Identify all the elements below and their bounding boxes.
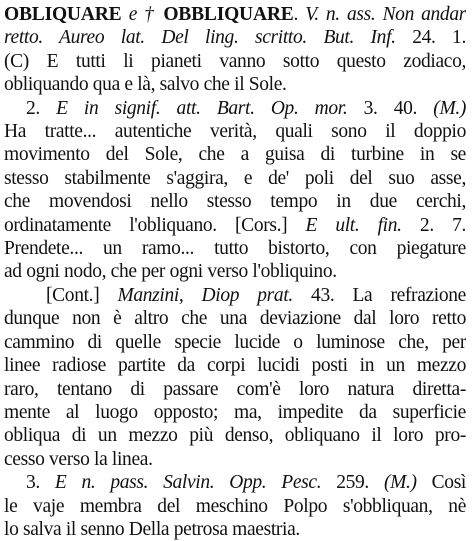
text-segment: 3. 40. [347, 97, 434, 119]
text-segment: dunque non è altro che una deviazione dal loro retto [4, 308, 466, 330]
text-segment: 3. [26, 472, 55, 494]
text-segment: 2. [26, 97, 57, 119]
entry-line [4, 331, 466, 354]
text-segment: obliqua di un mezzo più denso, obliquano il loro pro- [4, 425, 466, 447]
italic-text: retto. Aureo lat. Del ling. scritto. But. Inf. [4, 27, 396, 49]
text-segment: ad ogni nodo, che per ogni verso l'obliquino. [4, 261, 337, 283]
text-segment: le vaje membra del meschino Polpo s'obbliquan, nè [4, 495, 466, 517]
text-segment: stesso stabilmente s'aggira, e de' poli del suo asse, [4, 167, 466, 189]
italic-text: E in signif. att. Bart. Op. mor. [56, 97, 348, 119]
entry-line [4, 471, 466, 494]
text-segment: obliquando qua e là, salvo che il Sole. [4, 74, 287, 96]
entry-line [4, 3, 466, 26]
text-segment: cammino di quelle specie lucide o luminose che, per [4, 331, 466, 353]
italic-text: Manzini, Diop prat. [117, 284, 293, 306]
entry-line [4, 50, 466, 73]
entry-line [4, 26, 466, 49]
text-segment: Ha tratte... autentiche verità, quali sono il doppio [4, 121, 466, 143]
italic-text: (M.) [383, 472, 417, 494]
text-segment: che movendosi nello stesso tempo in due cerchi, [4, 191, 466, 213]
entry-line [4, 448, 466, 471]
entry-line [4, 424, 466, 447]
entry-line [4, 354, 466, 377]
entry-line [4, 378, 466, 401]
text-segment: . [293, 4, 306, 25]
entry-line [4, 214, 466, 237]
text-segment: 43. La refrazione [292, 284, 466, 306]
text-segment: 259. [321, 472, 384, 494]
text-segment: [Cont.] [46, 284, 118, 306]
entry-line [4, 260, 466, 283]
entry-line [4, 97, 466, 120]
text-segment: 2. 7. [401, 214, 466, 236]
italic-text: e † [128, 4, 164, 25]
italic-text: (M.) [433, 97, 466, 119]
headword: OBBLIQUARE [163, 4, 294, 25]
text-segment: (C) E tutti li pianeti vanno sotto questo zodiaco, [4, 50, 466, 72]
text-segment: lo salva il senno Della petrosa maestria. [4, 518, 300, 540]
entry-line [4, 120, 466, 143]
entry-line [4, 307, 466, 330]
text-segment: movimento del Sole, che a guisa di turbine in se [4, 144, 466, 166]
text-segment: 24. 1. [395, 27, 466, 49]
entry-line [4, 237, 466, 260]
text-segment: Così [416, 472, 466, 494]
text-segment: ordinatamente l'obliquano. [Cors.] [4, 214, 306, 236]
entry-line [4, 495, 466, 518]
text-segment: linee radiose partite da corpi lucidi posti in un mezzo [4, 355, 466, 377]
italic-text: V. n. ass. Non andar [305, 4, 466, 25]
text-segment: cesso verso la linea. [4, 448, 153, 470]
text-segment: Prendete... un ramo... tutto bistorto, con piegature [4, 238, 466, 260]
entry-line [4, 401, 466, 424]
entry-line [4, 143, 466, 166]
text-segment: mente al luogo opposto; ma, impedite da superficie [4, 401, 466, 423]
entry-line [4, 518, 466, 541]
entry-line [4, 167, 466, 190]
italic-text: E n. pass. Salvin. Opp. Pesc. [54, 472, 322, 494]
text-segment: raro, tentano di passare com'è loro natura direttа- [4, 378, 466, 400]
italic-text: E ult. fin. [305, 214, 402, 236]
entry-line [4, 284, 466, 307]
entry-line [4, 190, 466, 213]
headword: OBLIQUARE [4, 4, 129, 25]
entry-line [4, 73, 466, 96]
